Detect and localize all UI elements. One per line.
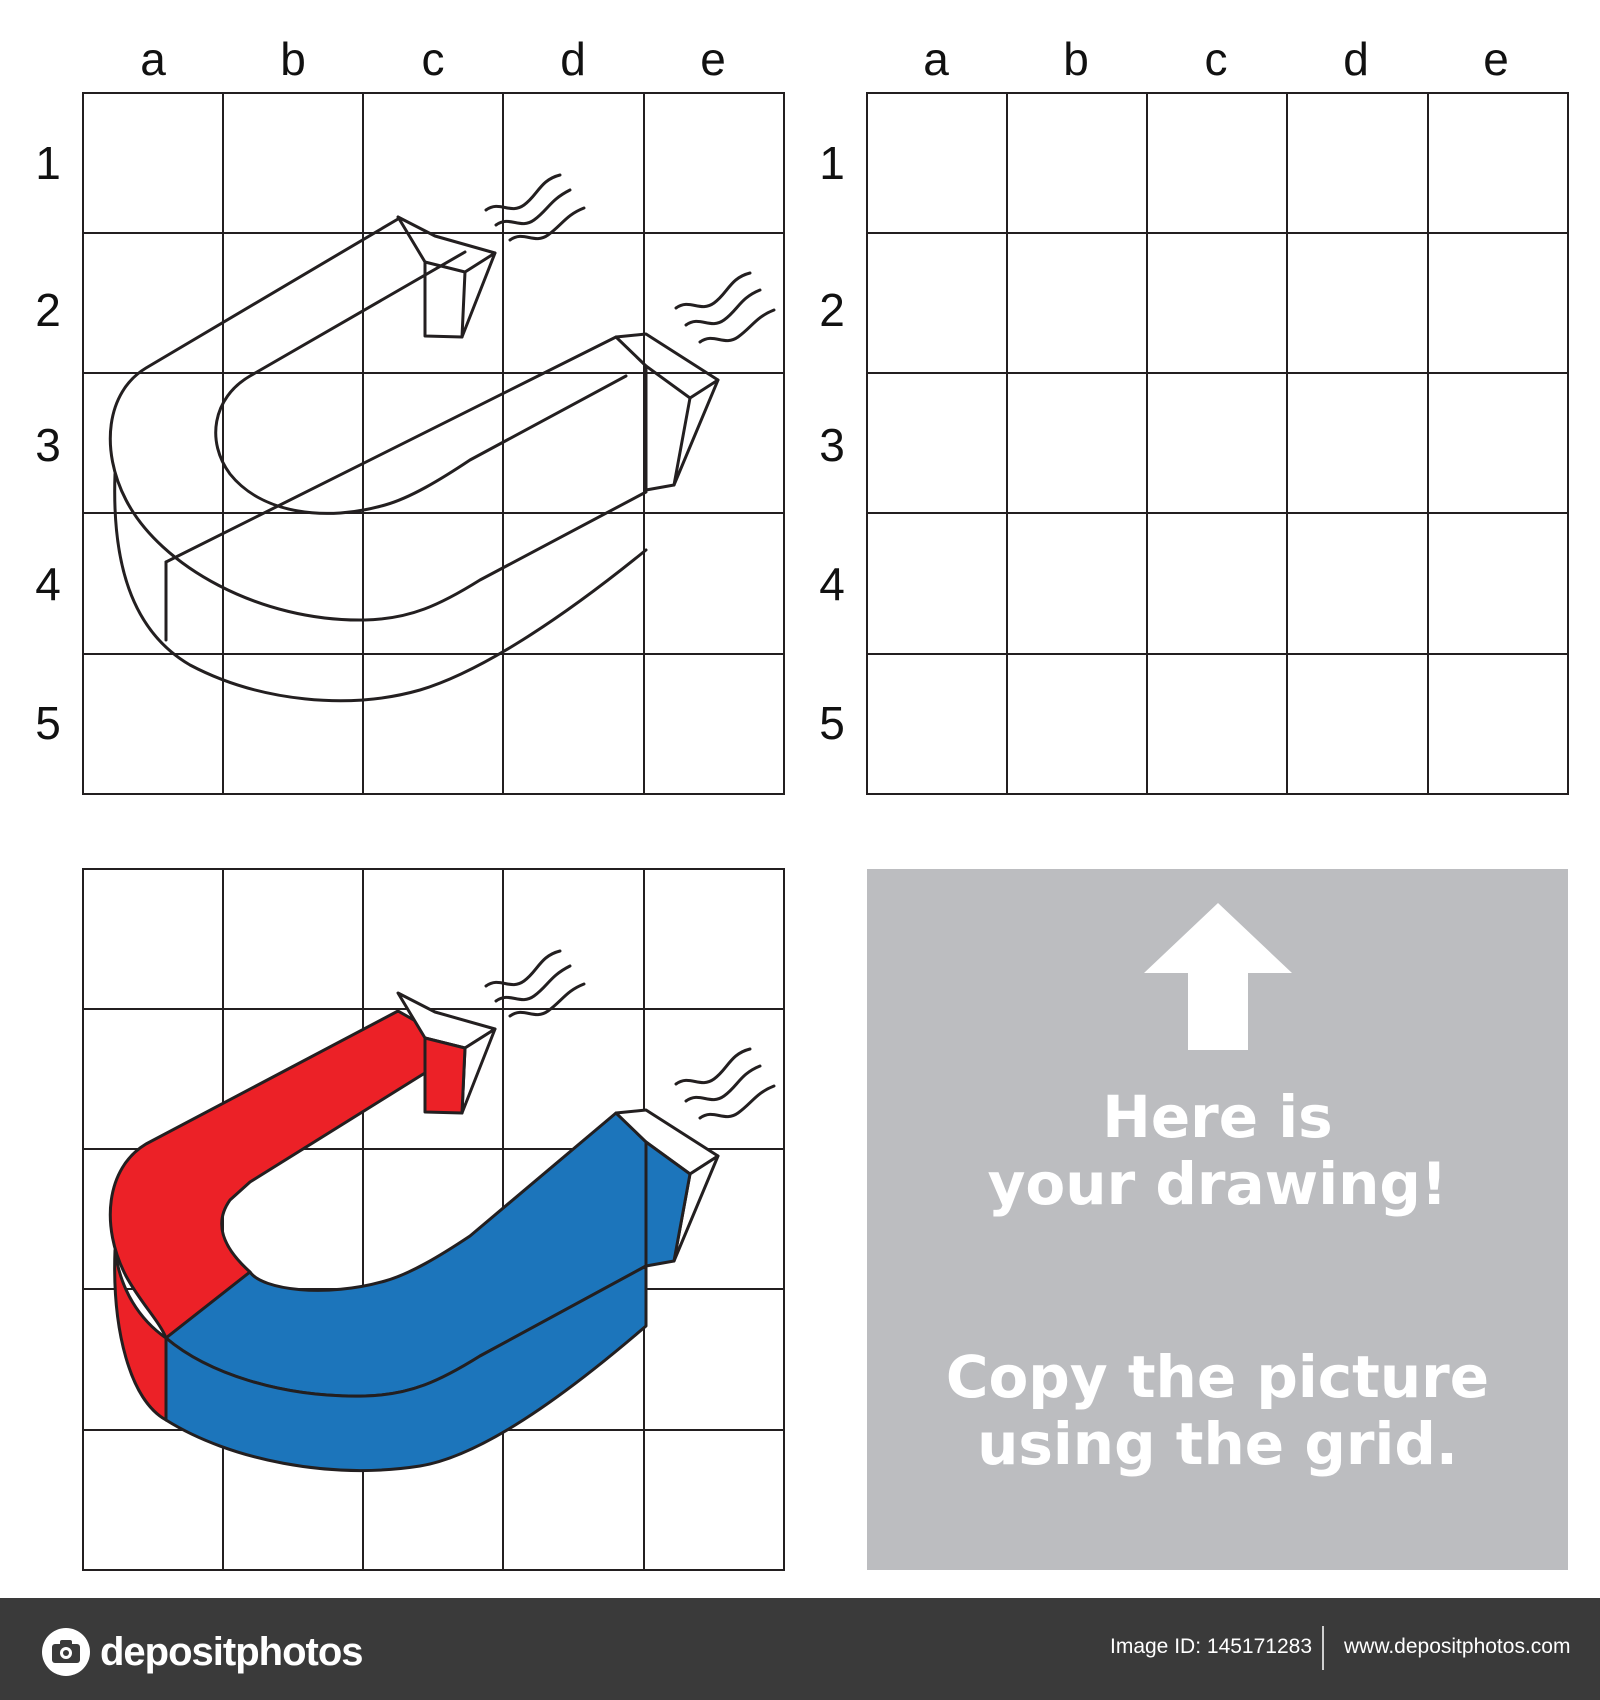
- magnet-outline: [110, 175, 774, 701]
- col-label-e: e: [1483, 33, 1509, 85]
- col-label-c: c: [421, 33, 445, 85]
- col-label-c: c: [1204, 33, 1228, 85]
- instruction-heading: [867, 1084, 1568, 1217]
- col-label-b: b: [1063, 33, 1089, 85]
- footer-bar: [0, 1598, 1600, 1700]
- col-label-b: b: [280, 33, 306, 85]
- row-label-4: 4: [819, 558, 845, 610]
- drawing-grid[interactable]: [867, 93, 1568, 794]
- brand-logo[interactable]: [40, 1626, 363, 1678]
- row-label-1: 1: [35, 137, 61, 189]
- image-id-value: 145171283: [1206, 1635, 1313, 1658]
- instruction-line-3: Copy the picture: [945, 1343, 1490, 1411]
- col-label-d: d: [1343, 33, 1369, 85]
- col-label-a: a: [923, 33, 949, 85]
- reference-grid: [83, 93, 784, 794]
- image-id: [1110, 1635, 1312, 1659]
- instruction-line-1: Here is: [1102, 1083, 1333, 1151]
- col-label-a: a: [140, 33, 166, 85]
- site-url[interactable]: www.depositphotos.com: [1344, 1635, 1571, 1658]
- col-label-e: e: [700, 33, 726, 85]
- row-label-4: 4: [35, 558, 61, 610]
- instruction-body: [867, 1344, 1568, 1477]
- instruction-panel: [867, 869, 1568, 1570]
- image-id-label: Image ID:: [1110, 1635, 1202, 1658]
- brand-name: depositphotos: [100, 1629, 363, 1674]
- instruction-line-4: using the grid.: [977, 1409, 1458, 1478]
- row-label-2: 2: [819, 284, 845, 336]
- row-label-2: 2: [35, 284, 61, 336]
- row-label-3: 3: [819, 419, 845, 471]
- magnet-colored: [110, 951, 774, 1470]
- row-label-5: 5: [35, 697, 61, 749]
- row-label-5: 5: [819, 697, 845, 749]
- row-label-1: 1: [819, 137, 845, 189]
- col-label-d: d: [560, 33, 586, 85]
- up-arrow-icon: [1143, 903, 1293, 1053]
- footer-divider: [1322, 1626, 1324, 1670]
- instruction-line-2: your drawing!: [987, 1149, 1448, 1218]
- camera-logo-icon: [40, 1626, 92, 1678]
- row-label-3: 3: [35, 419, 61, 471]
